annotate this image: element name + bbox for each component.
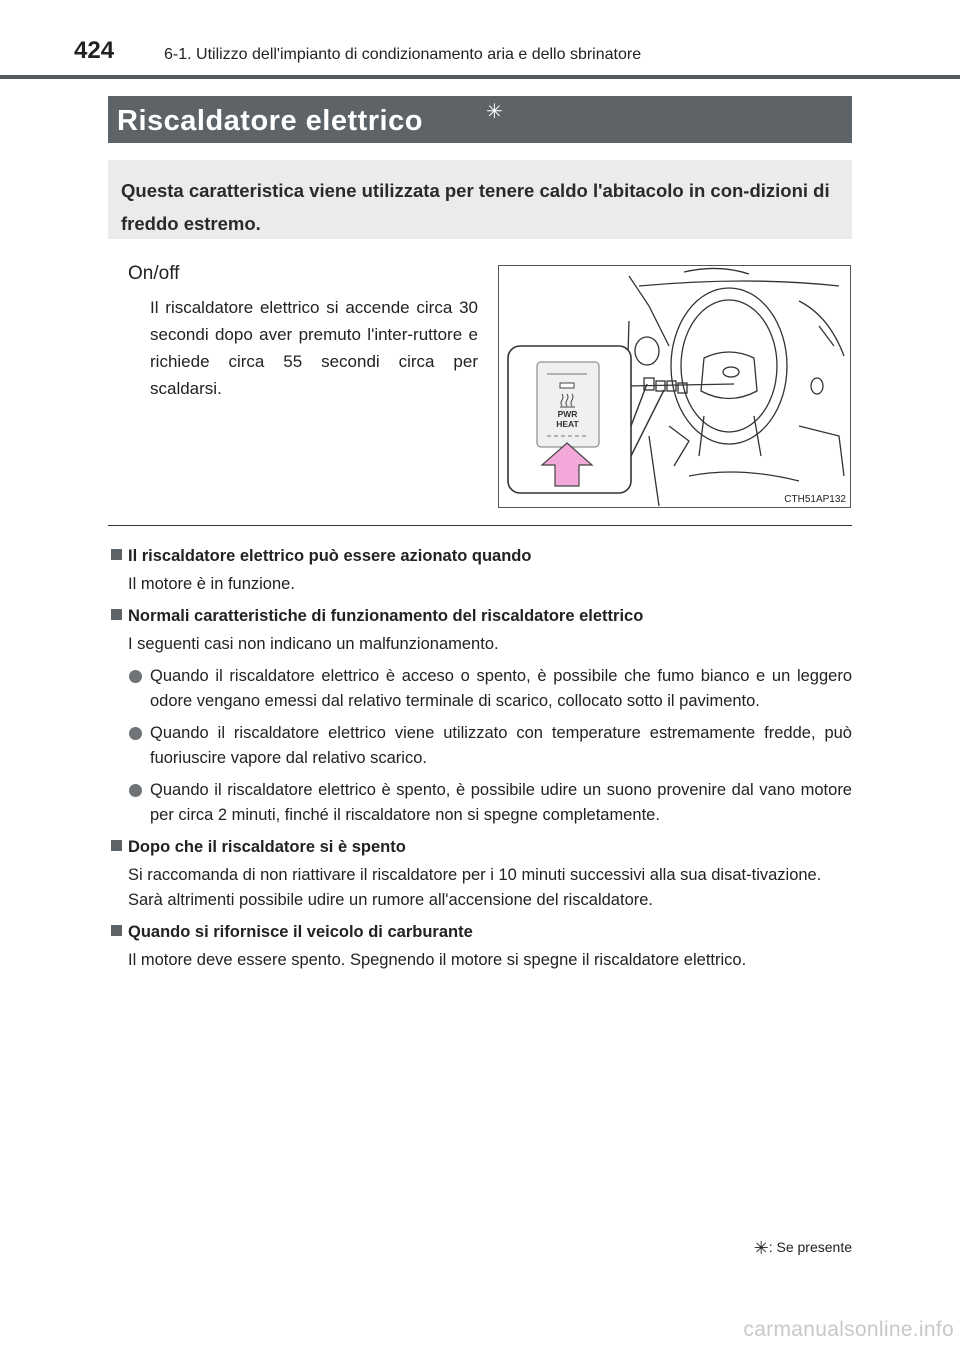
section-body: Si raccomanda di non riattivare il riscaldatore per i 10 minuti successivi alla sua disat-tivazione. Sarà altrimenti possibile udire un rumore all'accensione del riscaldatore. bbox=[128, 866, 822, 909]
header-rule bbox=[0, 75, 960, 79]
list-item-text: Quando il riscaldatore elettrico viene utilizzato con temperature estremamente fredde, può fuoriuscire vapore dal relativo scarico. bbox=[150, 724, 852, 767]
info-section bbox=[108, 835, 852, 913]
section-heading: Il riscaldatore elettrico può essere azionato quando bbox=[128, 547, 532, 565]
section-title: 6-1. Utilizzo dell'impianto di condizionamento aria e dello sbrinatore bbox=[164, 46, 642, 63]
list-item-text: Quando il riscaldatore elettrico è spento, è possibile udire un suono provenire dal vano motore per circa 2 minuti, finché il riscaldatore non si spegne completamente. bbox=[150, 781, 852, 824]
list-item bbox=[128, 664, 852, 714]
section-body: Il motore è in funzione. bbox=[128, 575, 295, 593]
square-bullet-icon bbox=[111, 840, 122, 851]
onoff-description: Il riscaldatore elettrico si accende circa 30 secondi dopo aver premuto l'inter-ruttore e richiede circa 55 secondi circa per scaldarsi. bbox=[150, 298, 478, 398]
switch-label-heat: HEAT bbox=[556, 419, 579, 429]
section-heading: Normali caratteristiche di funzionamento del riscaldatore elettrico bbox=[128, 607, 644, 625]
page-number: 424 bbox=[74, 37, 115, 64]
square-bullet-icon bbox=[111, 925, 122, 936]
circle-bullet-icon bbox=[129, 670, 142, 683]
circle-bullet-icon bbox=[129, 784, 142, 797]
section-heading: Quando si rifornisce il veicolo di carburante bbox=[128, 923, 473, 941]
section-heading: Dopo che il riscaldatore si è spento bbox=[128, 838, 406, 856]
page-title: Riscaldatore elettrico bbox=[117, 105, 423, 137]
square-bullet-icon bbox=[111, 609, 122, 620]
info-section bbox=[108, 604, 852, 828]
section-body: I seguenti casi non indicano un malfunzionamento. bbox=[128, 635, 499, 653]
page-title-bar bbox=[108, 96, 852, 143]
list-item-text: Quando il riscaldatore elettrico è acceso o spento, è possibile che fumo bianco e un leggero odore vengano emessi dal relativo terminale di scarico, collocato sotto il pavimento. bbox=[150, 667, 852, 710]
section-divider bbox=[108, 525, 852, 526]
switch-illustration bbox=[498, 265, 851, 508]
intro-box bbox=[108, 160, 852, 239]
info-section bbox=[108, 544, 852, 597]
footnote-text: : Se presente bbox=[768, 1239, 852, 1255]
list-item bbox=[128, 721, 852, 771]
list-item bbox=[128, 778, 852, 828]
optional-marker-icon: ✳ bbox=[753, 1238, 769, 1258]
footnote bbox=[754, 1238, 852, 1259]
info-section bbox=[108, 920, 852, 973]
section-body: Il motore deve essere spento. Spegnendo il motore si spegne il riscaldatore elettrico. bbox=[128, 951, 747, 969]
switch-label-pwr: PWR bbox=[557, 409, 578, 419]
watermark: carmanualsonline.info bbox=[743, 1318, 954, 1341]
optional-marker-icon: ✳ bbox=[486, 101, 503, 123]
onoff-heading: On/off bbox=[128, 263, 180, 284]
figure-code: CTH51AP132 bbox=[784, 494, 846, 505]
dashboard-drawing bbox=[499, 266, 852, 509]
page-header bbox=[0, 0, 960, 80]
circle-bullet-icon bbox=[129, 727, 142, 740]
intro-text: Questa caratteristica viene utilizzata per tenere caldo l'abitacolo in con-dizioni di freddo estremo. bbox=[121, 180, 830, 234]
square-bullet-icon bbox=[111, 549, 122, 560]
info-sections bbox=[108, 544, 852, 980]
